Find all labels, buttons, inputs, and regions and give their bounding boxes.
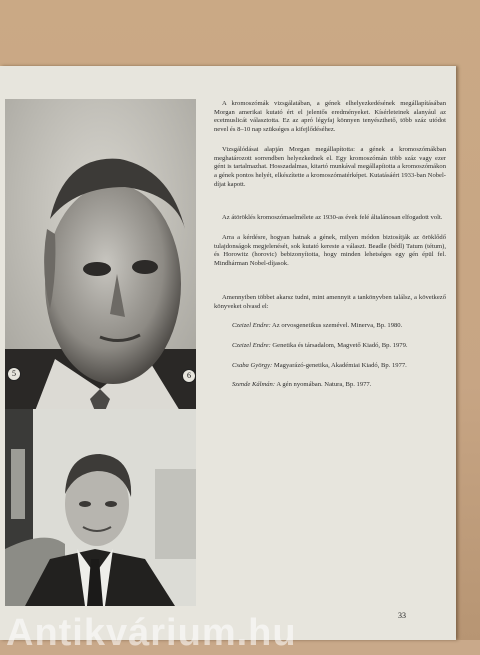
book-page <box>0 66 456 640</box>
text-column <box>214 100 446 401</box>
paragraph-gene-action: Arra a kérdésre, hogyan hatnak a gének, milyen módon biztosítják az öröklődő tulajdonságok megjelenését, sok kutató kereste a választ. Beadle (bédl) Tatum (tétum), és Horowitz (horovic) bebizonyította, hogy minden lehetséges egy gén épül fel. Mindhárman Nobel-díjasok. <box>214 234 446 268</box>
reference-item: Czeizel Endre: Genetika és társadalom, Magvető Kiadó, Bp. 1979. <box>232 341 408 349</box>
paragraph-morgan-intro: A kromoszómák vizsgálatában, a gének elhelyezkedésének megállapításában Morgan amerikai kutató ért el jelentős eredményeket. Kísérleteinek alanyául az ecetmuslicát választotta. Ez az apró légyfaj könnyen tenyészthető, több száz utódot nevel és 8–10 nap szükséges a kifejlődéséhez. <box>214 100 446 134</box>
page-number: 33 <box>398 611 406 620</box>
reference-item: Czeizel Endre: Az orvosgenetikus szemével. Minerva, Bp. 1980. <box>232 322 403 330</box>
figure-number: 6 <box>182 369 196 383</box>
portrait-photo-morgan <box>5 99 196 411</box>
paragraph-chromosome-theory: Az átöröklés kromoszómaelmélete az 1930-as évek felé általánosan elfogadott volt. <box>222 214 443 222</box>
paragraph-morgan-findings: Vizsgálódásai alapján Morgan megállapította: a gének a kromoszómákban meghatározott sorrendben helyezkednek el. Egy kromoszómán több száz vagy ezer gént is tartalmazhat. Hosszadalmas, kitartó munkával megállapította a kromoszómákon a gének pontos helyét, elkészítette a kromoszómatérképet. Kutatásáért 1933-ban Nobel-díjat kapott. <box>214 145 446 188</box>
portrait-photo-young-man <box>5 409 196 606</box>
reference-item: Csaba György: Magyarázó-genetika, Akadémiai Kiadó, Bp. 1977. <box>232 361 407 369</box>
paragraph-reading-list-intro: Amennyiben többet akarsz tudni, mint amennyit a tankönyvben találsz, a következő könyveket olvasd el: <box>214 293 446 310</box>
reference-item: Szende Kálmán: A gén nyomában. Natura, Bp. 1977. <box>232 381 372 389</box>
figure-number: 5 <box>7 367 21 381</box>
watermark-text: Antikvárium.hu <box>6 612 297 654</box>
